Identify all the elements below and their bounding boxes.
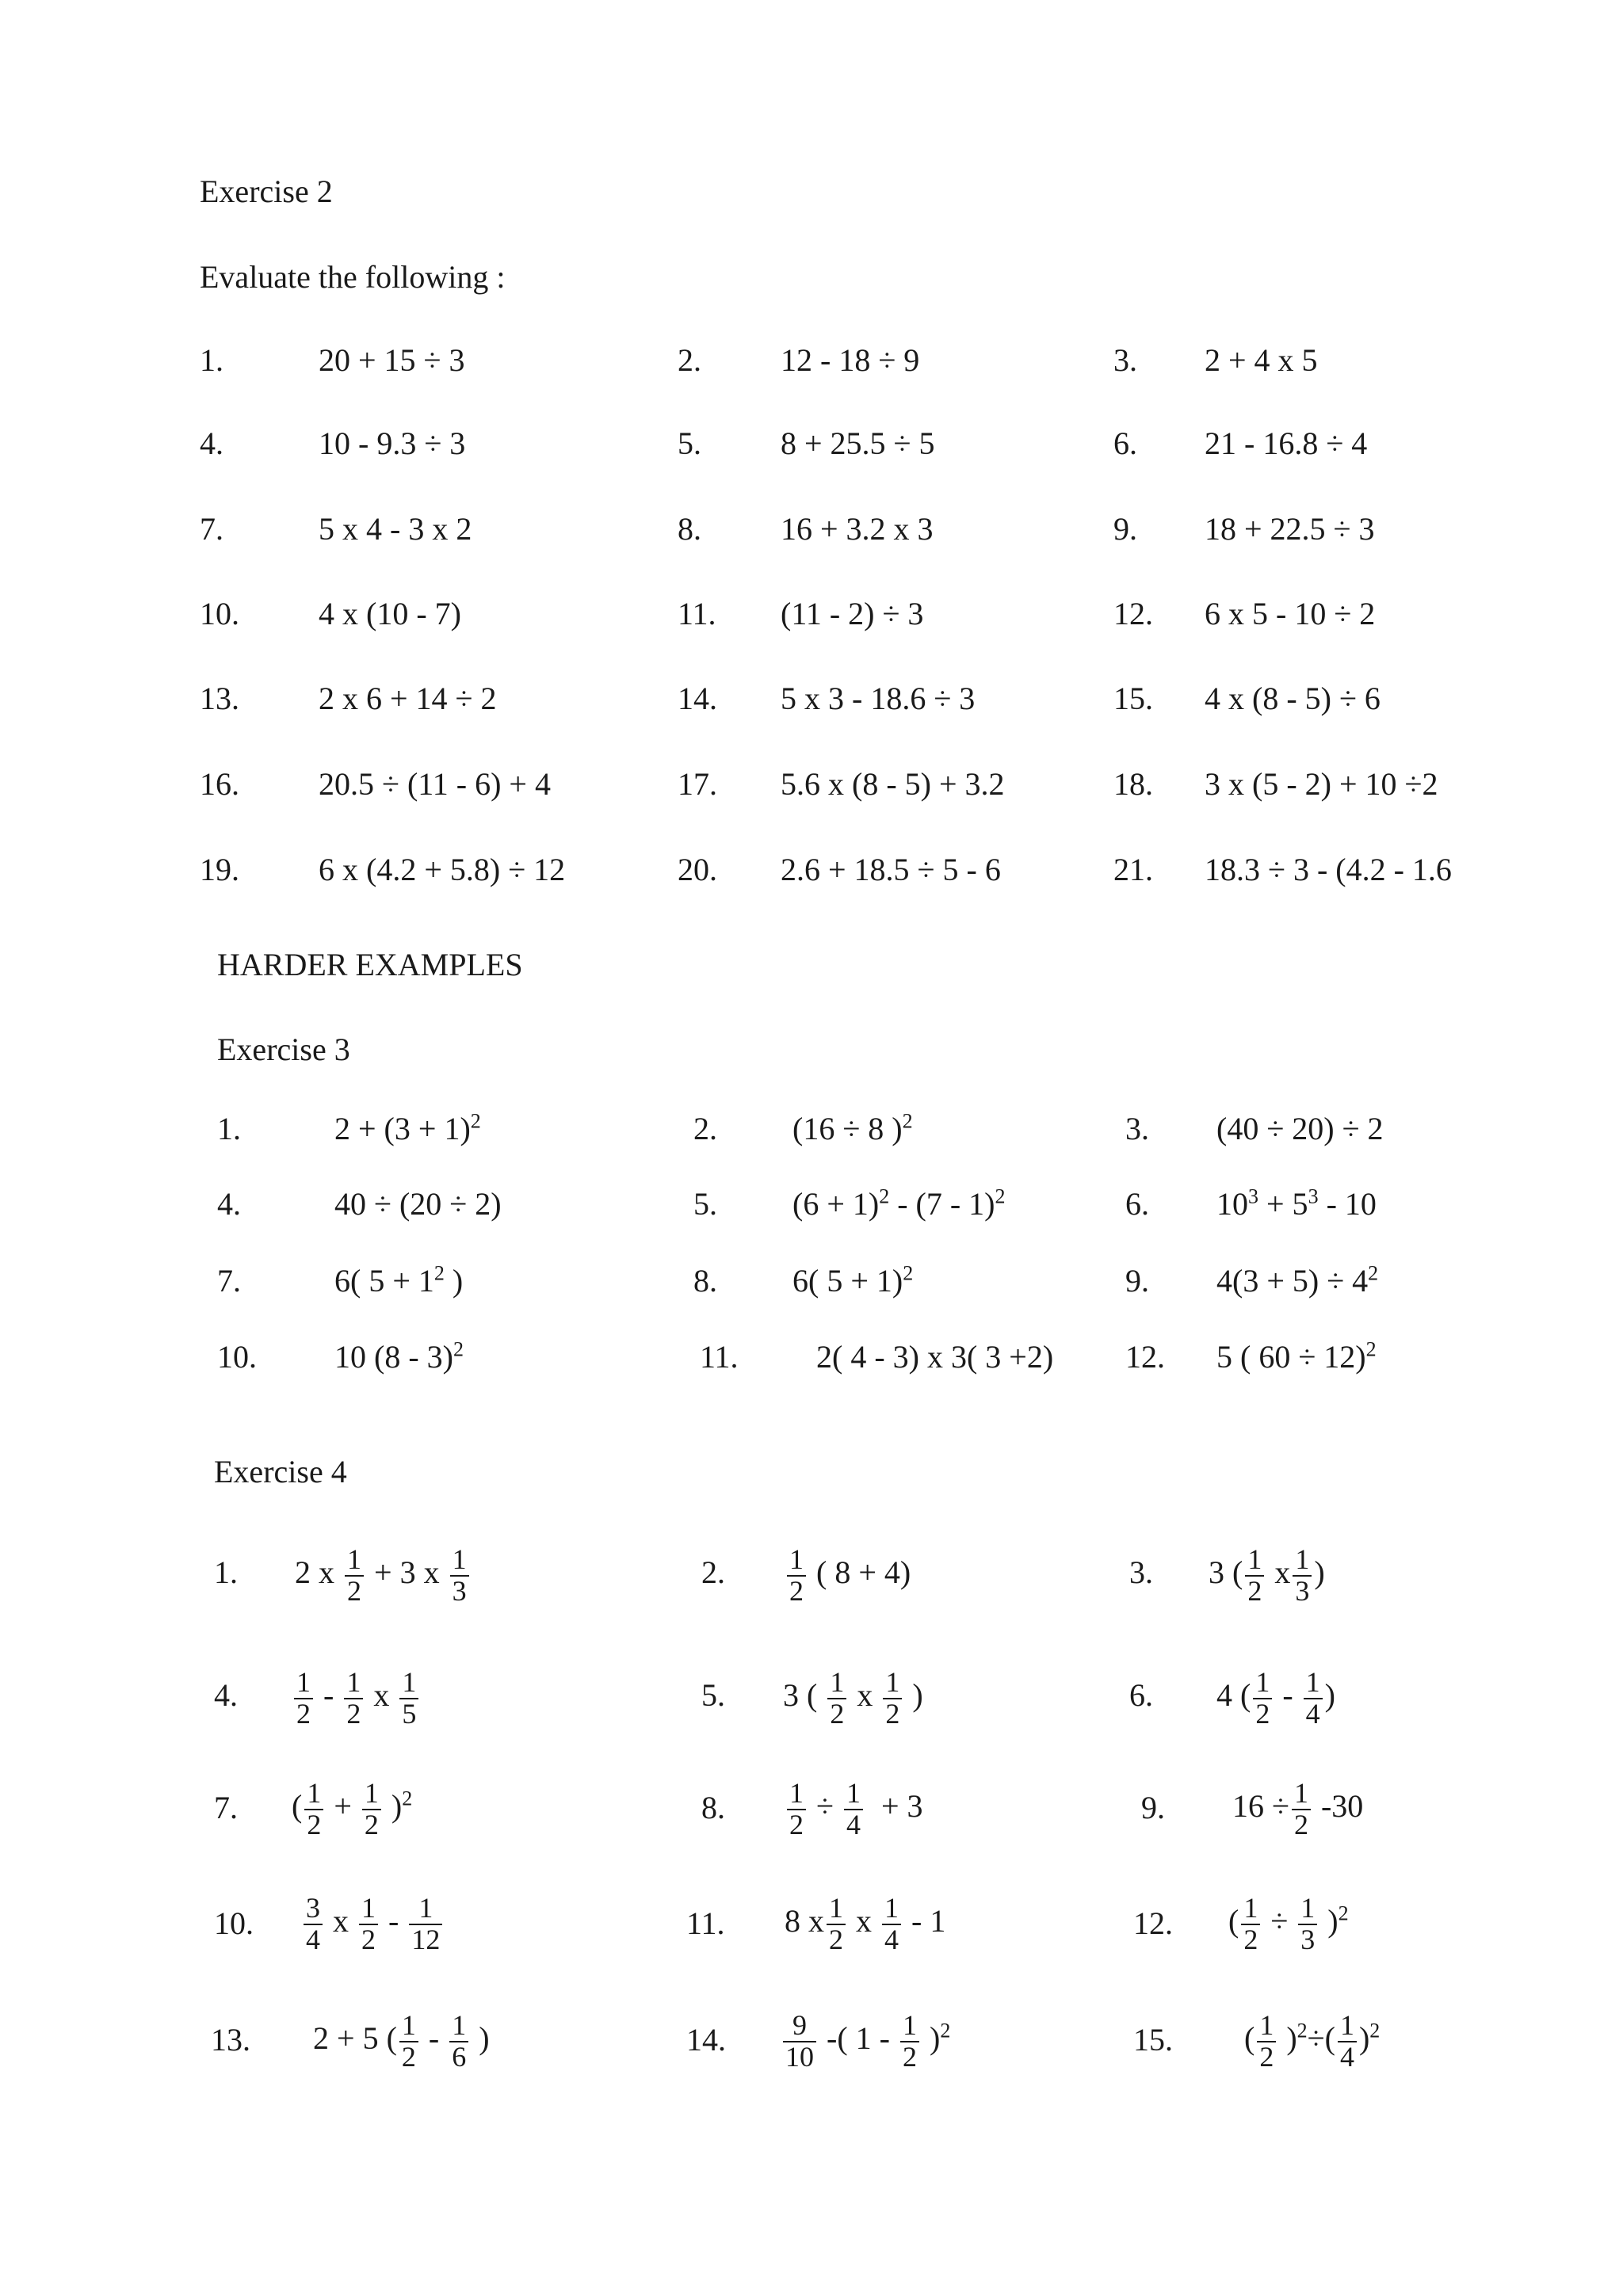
fraction: $\frac{1}{2}$	[362, 1779, 381, 1840]
expression-part: 10 (8 - 3)	[334, 1339, 453, 1375]
problem-expression: 8 + 25.5 ÷ 5	[781, 425, 935, 461]
fraction: $\frac{1}{2}$	[1292, 1779, 1311, 1840]
problem-expression: 18.3 ÷ 3 - (4.2 - 1.6	[1205, 852, 1452, 887]
expression-part: - (7 - 1)	[889, 1186, 995, 1222]
fraction: $\frac{1}{2}$	[1241, 1894, 1260, 1955]
fraction: $\frac{1}{2}$	[344, 1668, 363, 1730]
exponent: 2	[1365, 1337, 1377, 1361]
problem-expression: 4 x (8 - 5) ÷ 6	[1205, 681, 1381, 716]
expression-part: (6 + 1)	[792, 1186, 880, 1222]
problem-expression: $\frac{3}{4}$ x $\frac{1}{2}$ - $\frac{1}{12}$	[301, 1894, 445, 1955]
problem-number: 19.	[200, 852, 239, 887]
problem-expression	[334, 1109, 481, 1146]
problem-expression	[792, 1261, 914, 1299]
expression-part: )	[444, 1263, 464, 1299]
exercise-2-instruction: Evaluate the following :	[200, 259, 506, 295]
problem-number: 11.	[686, 1905, 725, 1941]
fraction: $\frac{1}{4}$	[1338, 2011, 1357, 2073]
exponent: 2	[879, 1184, 890, 1208]
expression-part: 5 ( 60 ÷ 12)	[1216, 1339, 1366, 1375]
problem-expression: ( $\frac{1}{2}$ + $\frac{1}{2}$ )$^2$	[292, 1777, 413, 1840]
exponent: 3	[1248, 1184, 1258, 1208]
problem-expression: ( $\frac{1}{2}$ ÷ $\frac{1}{3}$ )$^2$	[1228, 1892, 1349, 1955]
problem-number: 14.	[678, 681, 717, 716]
fraction: $\frac{1}{4}$	[1304, 1668, 1323, 1730]
fraction: $\frac{1}{2}$	[1253, 1668, 1272, 1730]
expression-part: (16 ÷ 8 )	[792, 1111, 903, 1146]
problem-number: 1.	[214, 1554, 238, 1590]
problem-number: 16.	[200, 766, 239, 802]
fraction: $\frac{3}{4}$	[304, 1894, 323, 1955]
fraction: $\frac{1}{2}$	[787, 1545, 806, 1607]
harder-examples-heading: HARDER EXAMPLES	[217, 947, 523, 982]
problem-expression: 2 x $\frac{1}{2}$ + 3 x $\frac{1}{3}$	[295, 1545, 472, 1607]
exponent: 2	[902, 1109, 913, 1133]
problem-number: 3.	[1113, 342, 1137, 378]
problem-expression	[1216, 1337, 1377, 1375]
problem-number: 3.	[1129, 1554, 1153, 1590]
problem-expression: 20.5 ÷ (11 - 6) + 4	[319, 766, 551, 802]
exercise-2-title: Exercise 2	[200, 174, 333, 209]
problem-expression: 16 ÷ $\frac{1}{2}$ -30	[1232, 1777, 1364, 1840]
problem-number: 15.	[1113, 681, 1153, 716]
problem-number: 10.	[214, 1905, 254, 1941]
problem-expression: 5 x 3 - 18.6 ÷ 3	[781, 681, 976, 716]
problem-expression	[334, 1188, 502, 1220]
exponent: 2	[903, 1261, 914, 1285]
problem-number: 2.	[693, 1111, 717, 1146]
problem-expression	[816, 1341, 1053, 1373]
fraction: $\frac{1}{3}$	[1298, 1894, 1317, 1955]
problem-number: 1.	[200, 342, 223, 378]
problem-number: 5.	[693, 1186, 717, 1222]
expression-part: 10	[1216, 1186, 1248, 1222]
problem-number: 13.	[200, 681, 239, 716]
expression-part: 6( 5 + 1)	[792, 1263, 903, 1299]
problem-number: 12.	[1133, 1905, 1173, 1941]
problem-expression: 20 + 15 ÷ 3	[319, 342, 465, 378]
fraction: $\frac{1}{2}$	[1257, 2011, 1276, 2073]
problem-expression	[1216, 1261, 1379, 1299]
expression-part: 2( 4 - 3) x 3( 3 +2)	[816, 1339, 1054, 1375]
problem-expression: 5.6 x (8 - 5) + 3.2	[781, 766, 1005, 802]
problem-number: 4.	[200, 425, 223, 461]
problem-expression: 2 + 5 ( $\frac{1}{2}$ - $\frac{1}{6}$ )	[313, 2009, 490, 2073]
problem-number: 4.	[217, 1186, 241, 1222]
fraction: $\frac{1}{12}$	[409, 1894, 442, 1955]
fraction: $\frac{1}{2}$	[304, 1779, 323, 1840]
exercise-3-title: Exercise 3	[217, 1032, 350, 1067]
problem-expression: 18 + 22.5 ÷ 3	[1205, 511, 1375, 547]
fraction: $\frac{1}{2}$	[345, 1545, 364, 1607]
problem-expression: 3 ( $\frac{1}{2}$ x $\frac{1}{2}$ )	[783, 1666, 923, 1730]
problem-expression: $\frac{9}{10}$ -( 1 - $\frac{1}{2}$ )$^2$	[781, 2011, 950, 2073]
problem-number: 10.	[200, 596, 239, 631]
problem-expression: 5 x 4 - 3 x 2	[319, 511, 472, 547]
problem-number: 11.	[678, 596, 716, 631]
exponent: 3	[1308, 1184, 1319, 1208]
expression-part: 4(3 + 5) ÷ 4	[1216, 1263, 1369, 1299]
problem-expression: 16 + 3.2 x 3	[781, 511, 934, 547]
problem-number: 20.	[678, 852, 717, 887]
problem-expression: (11 - 2) ÷ 3	[781, 596, 924, 631]
problem-expression: $\frac{1}{2}$ - $\frac{1}{2}$ x $\frac{1}{5}$	[292, 1668, 421, 1730]
problem-number: 7.	[217, 1263, 241, 1299]
problem-number: 2.	[678, 342, 701, 378]
fraction: $\frac{1}{2}$	[359, 1894, 378, 1955]
problem-expression: ( $\frac{1}{2}$ )$^2$÷( $\frac{1}{4}$ )$^2$	[1244, 2009, 1381, 2073]
problem-number: 6.	[1129, 1677, 1153, 1713]
problem-number: 6.	[1125, 1186, 1149, 1222]
problem-number: 1.	[217, 1111, 241, 1146]
problem-expression: 21 - 16.8 ÷ 4	[1205, 425, 1368, 461]
problem-expression: 8 x $\frac{1}{2}$ x $\frac{1}{4}$ - 1	[785, 1892, 946, 1955]
problem-number: 8.	[701, 1790, 725, 1825]
problem-number: 3.	[1125, 1111, 1149, 1146]
problem-number: 7.	[214, 1790, 238, 1825]
expression-part: 6( 5 + 1	[334, 1263, 434, 1299]
problem-expression: $\frac{1}{2}$ ÷ $\frac{1}{4}$ + 3	[785, 1779, 923, 1840]
problem-expression: 4 x (10 - 7)	[319, 596, 461, 631]
problem-expression	[1216, 1113, 1384, 1145]
problem-number: 15.	[1133, 2022, 1173, 2058]
problem-number: 8.	[678, 511, 701, 547]
exponent: 2	[433, 1261, 445, 1285]
problem-number: 9.	[1141, 1790, 1165, 1825]
problem-number: 12.	[1125, 1339, 1165, 1375]
problem-expression	[792, 1109, 913, 1146]
problem-expression	[334, 1261, 464, 1299]
problem-expression	[334, 1337, 464, 1375]
expression-part: + 5	[1258, 1186, 1308, 1222]
problem-expression: 10 - 9.3 ÷ 3	[319, 425, 466, 461]
problem-number: 5.	[701, 1677, 725, 1713]
problem-expression: $\frac{1}{2}$ ( 8 + 4)	[785, 1545, 911, 1607]
expression-part: 40 ÷ (20 ÷ 2)	[334, 1186, 502, 1222]
fraction: $\frac{1}{2}$	[827, 1894, 846, 1955]
fraction: $\frac{1}{3}$	[1293, 1545, 1312, 1607]
problem-number: 18.	[1113, 766, 1153, 802]
exercise-4-title: Exercise 4	[214, 1454, 347, 1489]
problem-expression: 6 x 5 - 10 ÷ 2	[1205, 596, 1376, 631]
problem-expression: 2 x 6 + 14 ÷ 2	[319, 681, 497, 716]
fraction: $\frac{1}{2}$	[827, 1668, 846, 1730]
problem-number: 11.	[700, 1339, 739, 1375]
problem-expression: 2.6 + 18.5 ÷ 5 - 6	[781, 852, 1001, 887]
problem-expression: 3 ( $\frac{1}{2}$ x $\frac{1}{3}$ )	[1209, 1543, 1325, 1607]
problem-expression: 3 x (5 - 2) + 10 ÷2	[1205, 766, 1438, 802]
fraction: $\frac{1}{3}$	[450, 1545, 469, 1607]
problem-number: 7.	[200, 511, 223, 547]
problem-number: 14.	[686, 2022, 726, 2058]
fraction: $\frac{1}{2}$	[399, 2011, 418, 2073]
problem-number: 2.	[701, 1554, 725, 1590]
fraction: $\frac{1}{4}$	[882, 1894, 901, 1955]
fraction: $\frac{1}{2}$	[900, 2011, 919, 2073]
problem-expression	[792, 1184, 1006, 1222]
fraction: $\frac{1}{5}$	[399, 1668, 418, 1730]
problem-number: 12.	[1113, 596, 1153, 631]
problem-number: 6.	[1113, 425, 1137, 461]
exponent: 2	[995, 1184, 1006, 1208]
exponent: 2	[1368, 1261, 1379, 1285]
problem-number: 9.	[1113, 511, 1137, 547]
fraction: $\frac{1}{4}$	[844, 1779, 863, 1840]
problem-number: 8.	[693, 1263, 717, 1299]
fraction: $\frac{1}{2}$	[1245, 1545, 1264, 1607]
problem-number: 21.	[1113, 852, 1153, 887]
problem-number: 9.	[1125, 1263, 1149, 1299]
expression-part: 2 + (3 + 1)	[334, 1111, 471, 1146]
fraction: $\frac{9}{10}$	[783, 2011, 816, 2073]
exponent: 2	[453, 1337, 464, 1361]
fraction: $\frac{1}{6}$	[449, 2011, 468, 2073]
problem-number: 17.	[678, 766, 717, 802]
problem-expression: 12 - 18 ÷ 9	[781, 342, 920, 378]
expression-part: (40 ÷ 20) ÷ 2	[1216, 1111, 1384, 1146]
fraction: $\frac{1}{2}$	[294, 1668, 313, 1730]
fraction: $\frac{1}{2}$	[883, 1668, 902, 1730]
expression-part: - 10	[1318, 1186, 1377, 1222]
problem-number: 5.	[678, 425, 701, 461]
problem-number: 10.	[217, 1339, 257, 1375]
problem-expression: 2 + 4 x 5	[1205, 342, 1318, 378]
problem-expression: 4 ( $\frac{1}{2}$ - $\frac{1}{4}$ )	[1216, 1666, 1335, 1730]
fraction: $\frac{1}{2}$	[787, 1779, 806, 1840]
problem-number: 13.	[211, 2022, 250, 2058]
problem-expression	[1216, 1184, 1377, 1222]
problem-expression: 6 x (4.2 + 5.8) ÷ 12	[319, 852, 566, 887]
problem-number: 4.	[214, 1677, 238, 1713]
exponent: 2	[470, 1109, 481, 1133]
